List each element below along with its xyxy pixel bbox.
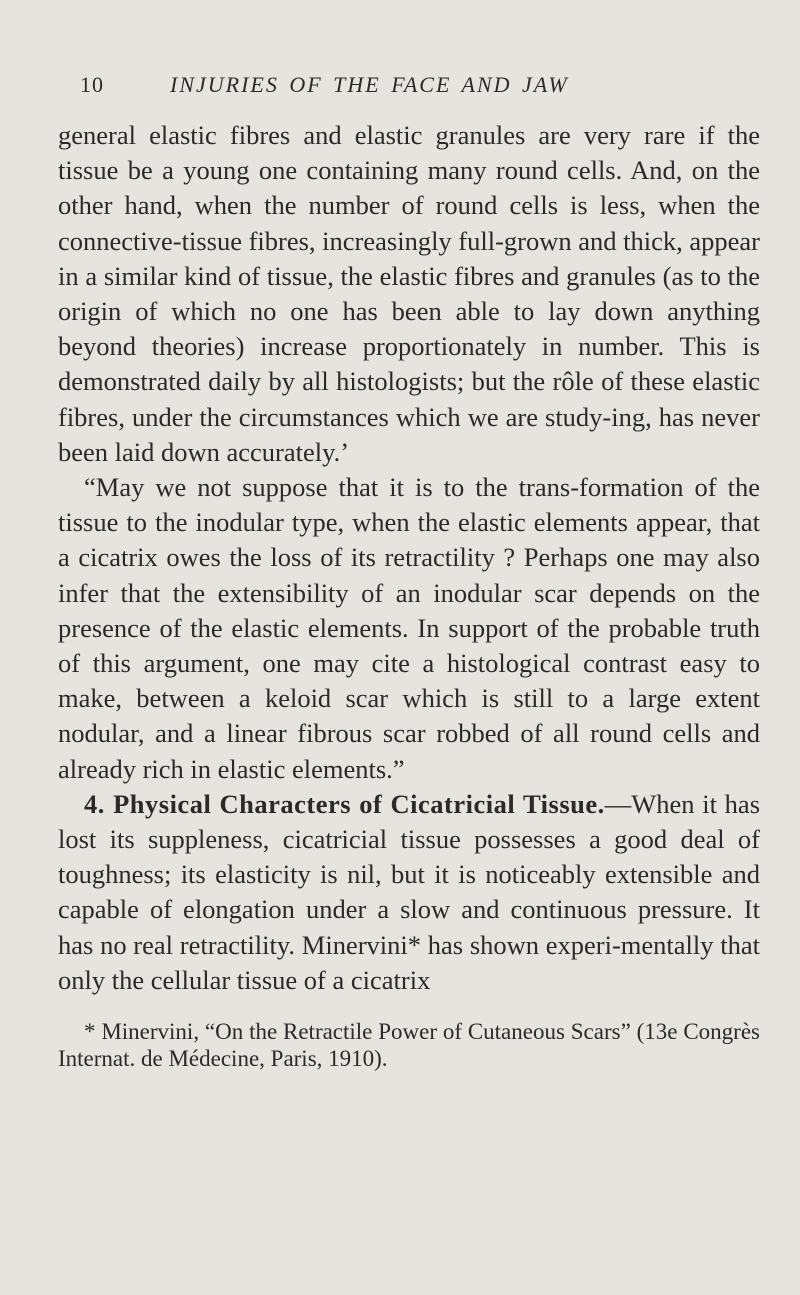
footnote: * Minervini, “On the Retractile Power of Cutaneous Scars” (13e Congrès Internat. de Médecine, Paris, 1910).: [58, 1019, 760, 1072]
paragraph: “May we not suppose that it is to the trans-formation of the tissue to the inodular type, when the elastic elements appear, that a cicatrix owes the loss of its retractility ? Perhaps one may also infer that the extensibility of an inodular scar depends on the presence of the elastic elements. In support of the probable truth of this argument, one may cite a histological contrast easy to make, between a keloid scar which is still to a large extent nodular, and a linear fibrous scar robbed of all round cells and already rich in elastic elements.”: [58, 472, 760, 784]
section-heading: 4. Physical Characters of Cicatricial Tissue.: [84, 788, 605, 819]
paragraph: [58, 787, 760, 998]
body-text: [58, 118, 760, 998]
paragraph: general elastic fibres and elastic granules are very rare if the tissue be a young one containing many round cells. And, on the other hand, when the number of round cells is less, when the connective-tissue fibres, increasingly full-grown and thick, appear in a similar kind of tissue, the elastic fibres and granules (as to the origin of which no one has been able to lay down anything beyond theories) increase proportionately in number. This is demonstrated daily by all histologists; but the rôle of these elastic fibres, under the circumstances which we are study-ing, has never been laid down accurately.’: [58, 120, 761, 467]
section-text: —When it has lost its suppleness, cicatricial tissue possesses a good deal of toughness; its elasticity is nil, but it is noticeably extensible and capable of elongation under a slow and continuous pressure. It has no real retractility. Minervini* has shown experi-mentally that only the cellular tissue of a cicatrix: [58, 788, 761, 995]
running-head: [58, 72, 760, 110]
running-title: INJURIES OF THE FACE AND JAW: [170, 72, 569, 97]
page-number: 10: [80, 72, 104, 97]
